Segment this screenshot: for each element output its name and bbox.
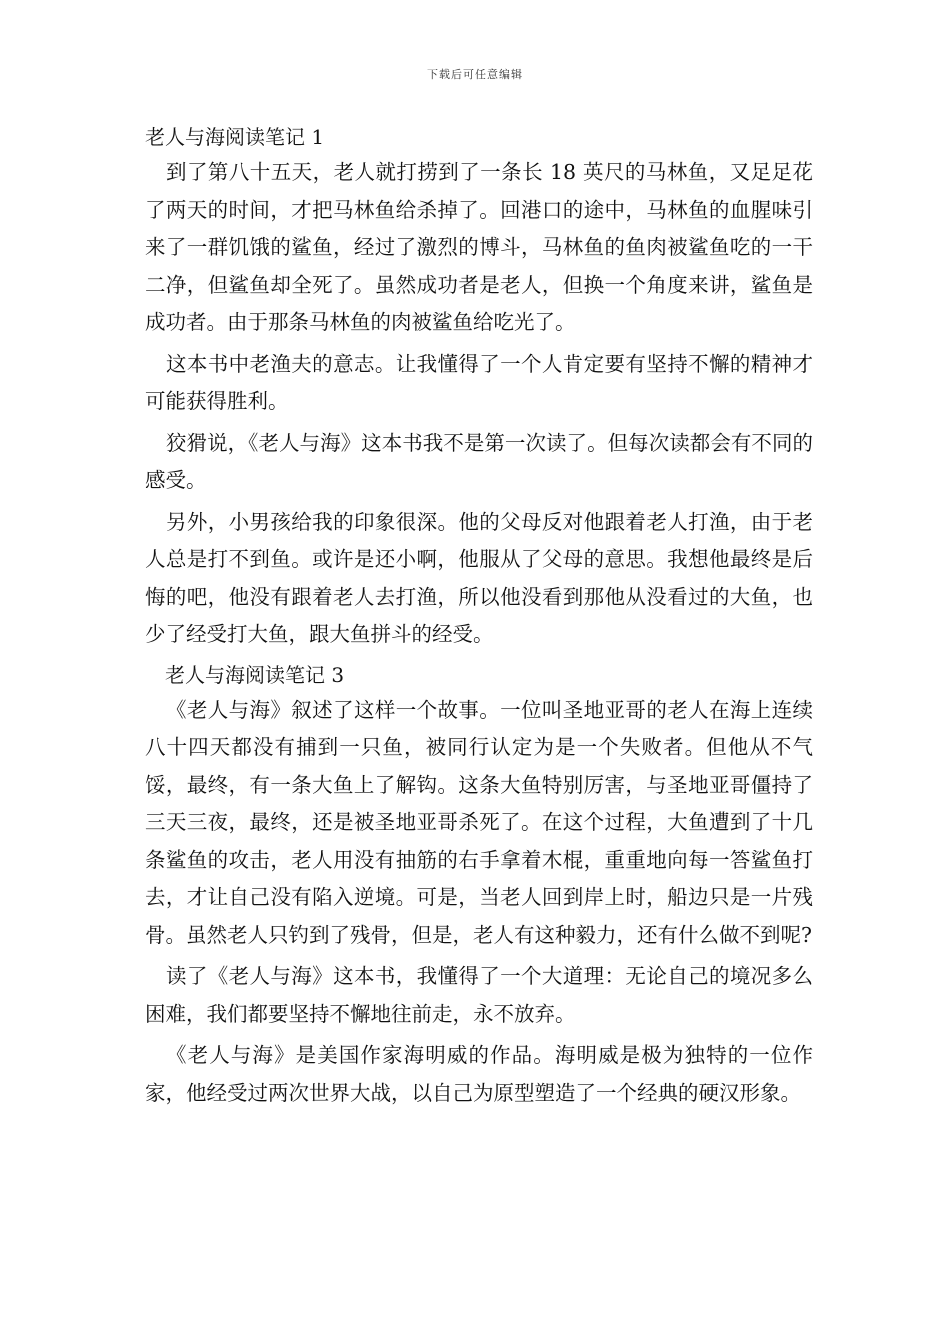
section-title-3: 老人与海阅读笔记 3 — [165, 662, 345, 687]
paragraph: 这本书中老渔夫的意志。让我懂得了一个人肯定要有坚持不懈的精神才可能获得胜利。 — [145, 351, 813, 413]
paragraph: 《老人与海》是美国作家海明威的作品。海明威是极为独特的一位作家，他经受过两次世界大战，以自己为原型塑造了一个经典的硬汉形象。 — [145, 1043, 813, 1105]
header-note: 下载后可任意编辑 — [427, 68, 523, 81]
paragraph: 《老人与海》叙述了这样一个故事。一位叫圣地亚哥的老人在海上连续八十四天都没有捕到一只鱼，被同行认定为是一个失败者。但他从不气馁，最终，有一条大鱼上了解钩。这条大鱼特别厉害，与圣地亚哥僵持了三天三夜，最终，还是被圣地亚哥杀死了。在这个过程，大鱼遭到了十几条鲨鱼的攻击，老人用没有抽筋的右手拿着木棍，重重地向每一答鲨鱼打去，才让自己没有陷入逆境。可是，当老人回到岸上时，船边只是一片残骨。虽然老人只钓到了残骨，但是，老人有这种毅力，还有什么做不到呢? — [145, 697, 813, 947]
paragraph: 另外，小男孩给我的印象很深。他的父母反对他跟着老人打渔，由于老人总是打不到鱼。或许是还小啊，他服从了父母的意思。我想他最终是后悔的吧，他没有跟着老人去打渔，所以他没看到那他从没看过的大鱼，也少了经受打大鱼，跟大鱼拼斗的经受。 — [145, 509, 813, 646]
section-title-1: 老人与海阅读笔记 1 — [145, 125, 325, 149]
paragraph: 到了第八十五天，老人就打捞到了一条长 18 英尺的马林鱼，又足足花了两天的时间，才把马林鱼给杀掉了。回港口的途中，马林鱼的血腥味引来了一群饥饿的鲨鱼，经过了激烈的博斗，马林鱼的鱼肉被鲨鱼吃的一干二净，但鲨鱼却全死了。虽然成功者是老人，但换一个角度来讲，鲨鱼是成功者。由于那条马林鱼的肉被鲨鱼给吃光了。 — [145, 160, 813, 334]
document-body — [145, 120, 813, 1116]
paragraph: 狡猾说，《老人与海》这本书我不是第一次读了。但每次读都会有不同的感受。 — [145, 430, 813, 492]
paragraph: 读了《老人与海》这本书，我懂得了一个大道理：无论自己的境况多么困难，我们都要坚持不懈地往前走，永不放弃。 — [145, 964, 813, 1026]
